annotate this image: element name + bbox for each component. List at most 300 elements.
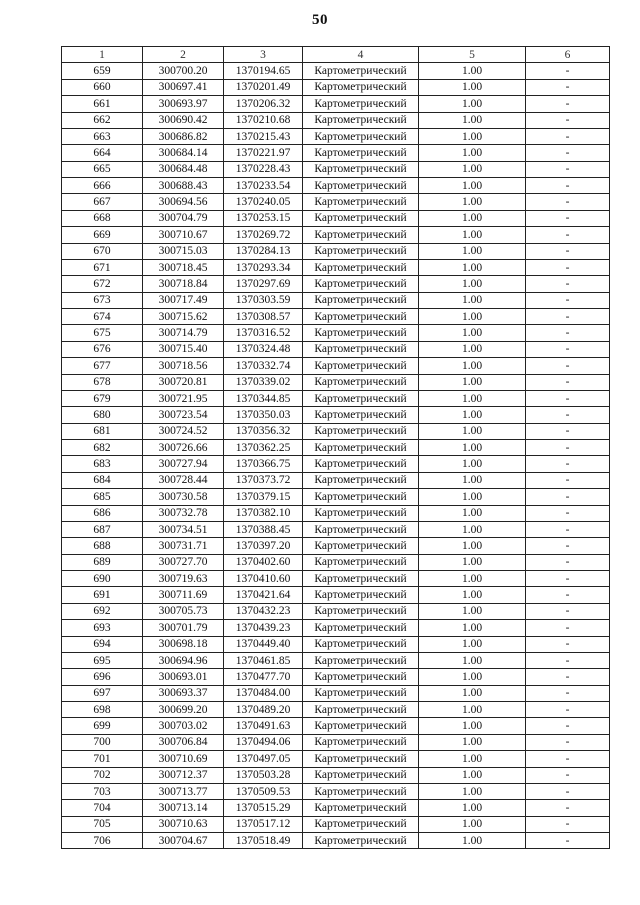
method-cell: Картометрический [303, 472, 419, 488]
accuracy-cell: 1.00 [419, 358, 526, 374]
method-cell: Картометрический [303, 178, 419, 194]
method-cell: Картометрический [303, 325, 419, 341]
accuracy-cell: 1.00 [419, 63, 526, 79]
method-cell: Картометрический [303, 227, 419, 243]
y-coordinate-cell: 1370397.20 [224, 538, 303, 554]
y-coordinate-cell: 1370477.70 [224, 669, 303, 685]
point-number-cell: 701 [62, 751, 143, 767]
y-coordinate-cell: 1370350.03 [224, 407, 303, 423]
note-cell: - [526, 718, 610, 734]
table-row [62, 161, 610, 177]
accuracy-cell: 1.00 [419, 702, 526, 718]
method-cell: Картометрический [303, 407, 419, 423]
accuracy-cell: 1.00 [419, 489, 526, 505]
x-coordinate-cell: 300712.37 [143, 767, 224, 783]
x-coordinate-cell: 300710.63 [143, 816, 224, 832]
accuracy-cell: 1.00 [419, 652, 526, 668]
note-cell: - [526, 194, 610, 210]
y-coordinate-cell: 1370303.59 [224, 292, 303, 308]
method-cell: Картометрический [303, 702, 419, 718]
x-coordinate-cell: 300694.96 [143, 652, 224, 668]
y-coordinate-cell: 1370201.49 [224, 79, 303, 95]
table-row [62, 652, 610, 668]
y-coordinate-cell: 1370461.85 [224, 652, 303, 668]
y-coordinate-cell: 1370410.60 [224, 571, 303, 587]
x-coordinate-cell: 300715.03 [143, 243, 224, 259]
method-cell: Картометрический [303, 734, 419, 750]
x-coordinate-cell: 300710.69 [143, 751, 224, 767]
table-row [62, 178, 610, 194]
y-coordinate-cell: 1370497.05 [224, 751, 303, 767]
note-cell: - [526, 456, 610, 472]
note-cell: - [526, 685, 610, 701]
accuracy-cell: 1.00 [419, 751, 526, 767]
table-row [62, 128, 610, 144]
column-header: 2 [143, 47, 224, 63]
y-coordinate-cell: 1370228.43 [224, 161, 303, 177]
method-cell: Картометрический [303, 521, 419, 537]
y-coordinate-cell: 1370379.15 [224, 489, 303, 505]
note-cell: - [526, 243, 610, 259]
note-cell: - [526, 128, 610, 144]
accuracy-cell: 1.00 [419, 292, 526, 308]
x-coordinate-cell: 300731.71 [143, 538, 224, 554]
accuracy-cell: 1.00 [419, 145, 526, 161]
point-number-cell: 671 [62, 259, 143, 275]
method-cell: Картометрический [303, 79, 419, 95]
accuracy-cell: 1.00 [419, 734, 526, 750]
x-coordinate-cell: 300727.94 [143, 456, 224, 472]
table-row [62, 833, 610, 849]
point-number-cell: 681 [62, 423, 143, 439]
method-cell: Картометрический [303, 440, 419, 456]
point-number-cell: 682 [62, 440, 143, 456]
point-number-cell: 670 [62, 243, 143, 259]
table-row [62, 276, 610, 292]
x-coordinate-cell: 300698.18 [143, 636, 224, 652]
table-row [62, 603, 610, 619]
x-coordinate-cell: 300693.97 [143, 96, 224, 112]
note-cell: - [526, 407, 610, 423]
x-coordinate-cell: 300724.52 [143, 423, 224, 439]
point-number-cell: 699 [62, 718, 143, 734]
y-coordinate-cell: 1370316.52 [224, 325, 303, 341]
method-cell: Картометрический [303, 161, 419, 177]
point-number-cell: 706 [62, 833, 143, 849]
y-coordinate-cell: 1370484.00 [224, 685, 303, 701]
x-coordinate-cell: 300710.67 [143, 227, 224, 243]
table-row [62, 243, 610, 259]
x-coordinate-cell: 300734.51 [143, 521, 224, 537]
table-row [62, 489, 610, 505]
point-number-cell: 679 [62, 390, 143, 406]
note-cell: - [526, 472, 610, 488]
method-cell: Картометрический [303, 341, 419, 357]
x-coordinate-cell: 300732.78 [143, 505, 224, 521]
point-number-cell: 698 [62, 702, 143, 718]
y-coordinate-cell: 1370503.28 [224, 767, 303, 783]
method-cell: Картометрический [303, 587, 419, 603]
table-row [62, 390, 610, 406]
note-cell: - [526, 63, 610, 79]
y-coordinate-cell: 1370240.05 [224, 194, 303, 210]
table-row [62, 734, 610, 750]
table-row [62, 325, 610, 341]
table-row [62, 783, 610, 799]
page-number: 50 [312, 12, 328, 28]
method-cell: Картометрический [303, 456, 419, 472]
accuracy-cell: 1.00 [419, 669, 526, 685]
table-row [62, 554, 610, 570]
note-cell: - [526, 783, 610, 799]
x-coordinate-cell: 300718.45 [143, 259, 224, 275]
accuracy-cell: 1.00 [419, 178, 526, 194]
note-cell: - [526, 489, 610, 505]
accuracy-cell: 1.00 [419, 603, 526, 619]
y-coordinate-cell: 1370215.43 [224, 128, 303, 144]
method-cell: Картометрический [303, 783, 419, 799]
accuracy-cell: 1.00 [419, 309, 526, 325]
note-cell: - [526, 652, 610, 668]
table-row [62, 407, 610, 423]
point-number-cell: 688 [62, 538, 143, 554]
y-coordinate-cell: 1370308.57 [224, 309, 303, 325]
note-cell: - [526, 358, 610, 374]
table-row [62, 259, 610, 275]
accuracy-cell: 1.00 [419, 276, 526, 292]
accuracy-cell: 1.00 [419, 521, 526, 537]
table-row [62, 440, 610, 456]
point-number-cell: 705 [62, 816, 143, 832]
y-coordinate-cell: 1370194.65 [224, 63, 303, 79]
accuracy-cell: 1.00 [419, 472, 526, 488]
accuracy-cell: 1.00 [419, 571, 526, 587]
method-cell: Картометрический [303, 358, 419, 374]
table-row [62, 96, 610, 112]
table-row [62, 423, 610, 439]
note-cell: - [526, 767, 610, 783]
point-number-cell: 691 [62, 587, 143, 603]
accuracy-cell: 1.00 [419, 505, 526, 521]
method-cell: Картометрический [303, 669, 419, 685]
y-coordinate-cell: 1370494.06 [224, 734, 303, 750]
x-coordinate-cell: 300721.95 [143, 390, 224, 406]
table-row [62, 63, 610, 79]
point-number-cell: 665 [62, 161, 143, 177]
note-cell: - [526, 341, 610, 357]
table-row [62, 227, 610, 243]
note-cell: - [526, 112, 610, 128]
accuracy-cell: 1.00 [419, 161, 526, 177]
accuracy-cell: 1.00 [419, 800, 526, 816]
x-coordinate-cell: 300715.62 [143, 309, 224, 325]
point-number-cell: 704 [62, 800, 143, 816]
x-coordinate-cell: 300726.66 [143, 440, 224, 456]
note-cell: - [526, 227, 610, 243]
table-row [62, 521, 610, 537]
point-number-cell: 660 [62, 79, 143, 95]
column-header: 5 [419, 47, 526, 63]
note-cell: - [526, 521, 610, 537]
table-row [62, 571, 610, 587]
y-coordinate-cell: 1370517.12 [224, 816, 303, 832]
method-cell: Картометрический [303, 243, 419, 259]
column-header: 6 [526, 47, 610, 63]
method-cell: Картометрический [303, 636, 419, 652]
point-number-cell: 700 [62, 734, 143, 750]
y-coordinate-cell: 1370439.23 [224, 620, 303, 636]
x-coordinate-cell: 300717.49 [143, 292, 224, 308]
x-coordinate-cell: 300730.58 [143, 489, 224, 505]
method-cell: Картометрический [303, 538, 419, 554]
accuracy-cell: 1.00 [419, 767, 526, 783]
y-coordinate-cell: 1370382.10 [224, 505, 303, 521]
note-cell: - [526, 96, 610, 112]
x-coordinate-cell: 300718.56 [143, 358, 224, 374]
x-coordinate-cell: 300684.48 [143, 161, 224, 177]
x-coordinate-cell: 300719.63 [143, 571, 224, 587]
y-coordinate-cell: 1370449.40 [224, 636, 303, 652]
y-coordinate-cell: 1370366.75 [224, 456, 303, 472]
method-cell: Картометрический [303, 767, 419, 783]
y-coordinate-cell: 1370362.25 [224, 440, 303, 456]
y-coordinate-cell: 1370233.54 [224, 178, 303, 194]
point-number-cell: 680 [62, 407, 143, 423]
point-number-cell: 661 [62, 96, 143, 112]
note-cell: - [526, 833, 610, 849]
y-coordinate-cell: 1370421.64 [224, 587, 303, 603]
x-coordinate-cell: 300728.44 [143, 472, 224, 488]
x-coordinate-cell: 300714.79 [143, 325, 224, 341]
point-number-cell: 683 [62, 456, 143, 472]
table-row [62, 292, 610, 308]
point-number-cell: 677 [62, 358, 143, 374]
method-cell: Картометрический [303, 374, 419, 390]
accuracy-cell: 1.00 [419, 259, 526, 275]
method-cell: Картометрический [303, 423, 419, 439]
note-cell: - [526, 554, 610, 570]
x-coordinate-cell: 300704.79 [143, 210, 224, 226]
x-coordinate-cell: 300706.84 [143, 734, 224, 750]
x-coordinate-cell: 300703.02 [143, 718, 224, 734]
x-coordinate-cell: 300713.77 [143, 783, 224, 799]
y-coordinate-cell: 1370388.45 [224, 521, 303, 537]
accuracy-cell: 1.00 [419, 243, 526, 259]
y-coordinate-cell: 1370491.63 [224, 718, 303, 734]
y-coordinate-cell: 1370284.13 [224, 243, 303, 259]
method-cell: Картометрический [303, 603, 419, 619]
accuracy-cell: 1.00 [419, 112, 526, 128]
method-cell: Картометрический [303, 800, 419, 816]
point-number-cell: 667 [62, 194, 143, 210]
accuracy-cell: 1.00 [419, 325, 526, 341]
note-cell: - [526, 161, 610, 177]
method-cell: Картометрический [303, 292, 419, 308]
method-cell: Картометрический [303, 833, 419, 849]
note-cell: - [526, 210, 610, 226]
point-number-cell: 696 [62, 669, 143, 685]
method-cell: Картометрический [303, 112, 419, 128]
accuracy-cell: 1.00 [419, 128, 526, 144]
table-row [62, 636, 610, 652]
method-cell: Картометрический [303, 145, 419, 161]
point-number-cell: 685 [62, 489, 143, 505]
method-cell: Картометрический [303, 554, 419, 570]
point-number-cell: 693 [62, 620, 143, 636]
table-row [62, 145, 610, 161]
point-number-cell: 694 [62, 636, 143, 652]
y-coordinate-cell: 1370518.49 [224, 833, 303, 849]
table-header-row [62, 47, 610, 63]
accuracy-cell: 1.00 [419, 456, 526, 472]
point-number-cell: 684 [62, 472, 143, 488]
accuracy-cell: 1.00 [419, 79, 526, 95]
y-coordinate-cell: 1370344.85 [224, 390, 303, 406]
x-coordinate-cell: 300694.56 [143, 194, 224, 210]
column-header: 3 [224, 47, 303, 63]
method-cell: Картометрический [303, 718, 419, 734]
x-coordinate-cell: 300684.14 [143, 145, 224, 161]
note-cell: - [526, 145, 610, 161]
y-coordinate-cell: 1370253.15 [224, 210, 303, 226]
method-cell: Картометрический [303, 128, 419, 144]
table-row [62, 718, 610, 734]
accuracy-cell: 1.00 [419, 374, 526, 390]
accuracy-cell: 1.00 [419, 636, 526, 652]
point-number-cell: 686 [62, 505, 143, 521]
note-cell: - [526, 292, 610, 308]
y-coordinate-cell: 1370432.23 [224, 603, 303, 619]
accuracy-cell: 1.00 [419, 816, 526, 832]
x-coordinate-cell: 300723.54 [143, 407, 224, 423]
x-coordinate-cell: 300727.70 [143, 554, 224, 570]
accuracy-cell: 1.00 [419, 620, 526, 636]
table-body [62, 63, 610, 849]
note-cell: - [526, 440, 610, 456]
table-row [62, 456, 610, 472]
point-number-cell: 695 [62, 652, 143, 668]
point-number-cell: 678 [62, 374, 143, 390]
accuracy-cell: 1.00 [419, 390, 526, 406]
column-header: 4 [303, 47, 419, 63]
table-row [62, 472, 610, 488]
method-cell: Картометрический [303, 276, 419, 292]
x-coordinate-cell: 300718.84 [143, 276, 224, 292]
note-cell: - [526, 538, 610, 554]
table-row [62, 587, 610, 603]
note-cell: - [526, 259, 610, 275]
y-coordinate-cell: 1370324.48 [224, 341, 303, 357]
note-cell: - [526, 423, 610, 439]
y-coordinate-cell: 1370373.72 [224, 472, 303, 488]
y-coordinate-cell: 1370339.02 [224, 374, 303, 390]
method-cell: Картометрический [303, 751, 419, 767]
note-cell: - [526, 374, 610, 390]
point-number-cell: 690 [62, 571, 143, 587]
note-cell: - [526, 702, 610, 718]
x-coordinate-cell: 300693.01 [143, 669, 224, 685]
table-row [62, 816, 610, 832]
x-coordinate-cell: 300686.82 [143, 128, 224, 144]
method-cell: Картометрический [303, 685, 419, 701]
point-number-cell: 697 [62, 685, 143, 701]
point-number-cell: 675 [62, 325, 143, 341]
y-coordinate-cell: 1370269.72 [224, 227, 303, 243]
method-cell: Картометрический [303, 489, 419, 505]
x-coordinate-cell: 300711.69 [143, 587, 224, 603]
note-cell: - [526, 505, 610, 521]
accuracy-cell: 1.00 [419, 194, 526, 210]
note-cell: - [526, 325, 610, 341]
note-cell: - [526, 620, 610, 636]
method-cell: Картометрический [303, 816, 419, 832]
method-cell: Картометрический [303, 505, 419, 521]
x-coordinate-cell: 300704.67 [143, 833, 224, 849]
x-coordinate-cell: 300688.43 [143, 178, 224, 194]
point-number-cell: 687 [62, 521, 143, 537]
method-cell: Картометрический [303, 210, 419, 226]
x-coordinate-cell: 300705.73 [143, 603, 224, 619]
x-coordinate-cell: 300701.79 [143, 620, 224, 636]
accuracy-cell: 1.00 [419, 96, 526, 112]
coordinates-table [61, 46, 610, 849]
point-number-cell: 689 [62, 554, 143, 570]
point-number-cell: 662 [62, 112, 143, 128]
accuracy-cell: 1.00 [419, 718, 526, 734]
accuracy-cell: 1.00 [419, 227, 526, 243]
point-number-cell: 703 [62, 783, 143, 799]
point-number-cell: 692 [62, 603, 143, 619]
y-coordinate-cell: 1370509.53 [224, 783, 303, 799]
table-row [62, 767, 610, 783]
x-coordinate-cell: 300693.37 [143, 685, 224, 701]
method-cell: Картометрический [303, 194, 419, 210]
note-cell: - [526, 309, 610, 325]
table-row [62, 538, 610, 554]
accuracy-cell: 1.00 [419, 783, 526, 799]
y-coordinate-cell: 1370515.29 [224, 800, 303, 816]
note-cell: - [526, 571, 610, 587]
table-row [62, 341, 610, 357]
x-coordinate-cell: 300690.42 [143, 112, 224, 128]
note-cell: - [526, 734, 610, 750]
accuracy-cell: 1.00 [419, 407, 526, 423]
point-number-cell: 674 [62, 309, 143, 325]
table-row [62, 210, 610, 226]
y-coordinate-cell: 1370402.60 [224, 554, 303, 570]
note-cell: - [526, 816, 610, 832]
note-cell: - [526, 79, 610, 95]
note-cell: - [526, 603, 610, 619]
note-cell: - [526, 636, 610, 652]
table-row [62, 112, 610, 128]
method-cell: Картометрический [303, 309, 419, 325]
accuracy-cell: 1.00 [419, 554, 526, 570]
point-number-cell: 669 [62, 227, 143, 243]
accuracy-cell: 1.00 [419, 685, 526, 701]
point-number-cell: 663 [62, 128, 143, 144]
table-row [62, 685, 610, 701]
method-cell: Картометрический [303, 620, 419, 636]
x-coordinate-cell: 300720.81 [143, 374, 224, 390]
x-coordinate-cell: 300713.14 [143, 800, 224, 816]
table-row [62, 669, 610, 685]
y-coordinate-cell: 1370221.97 [224, 145, 303, 161]
note-cell: - [526, 669, 610, 685]
accuracy-cell: 1.00 [419, 587, 526, 603]
note-cell: - [526, 800, 610, 816]
table-row [62, 620, 610, 636]
